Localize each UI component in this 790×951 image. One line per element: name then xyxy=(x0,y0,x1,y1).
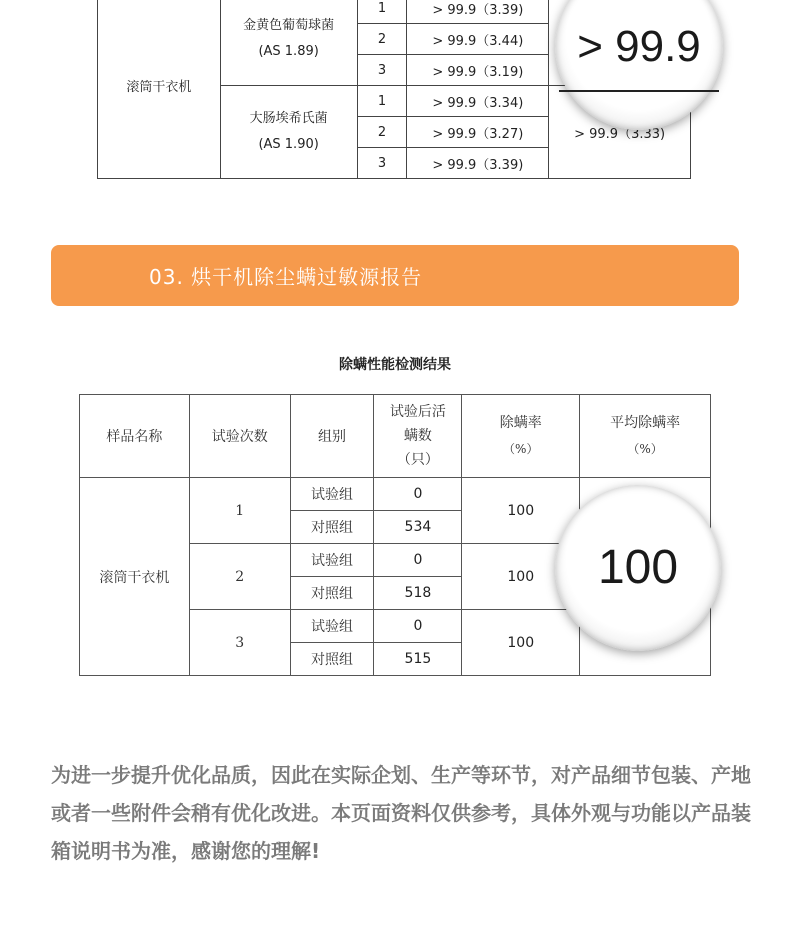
trial-number: 1 xyxy=(189,478,290,544)
header-trial: 试验次数 xyxy=(189,395,290,478)
product-cell: 滚筒干衣机 xyxy=(80,478,190,676)
header-avg xyxy=(580,395,711,478)
mite-count: 518 xyxy=(374,577,462,610)
removal-rate: 100 xyxy=(462,610,580,676)
header-rate xyxy=(462,395,580,478)
group-label: 试验组 xyxy=(290,610,374,643)
header-alive-line: 螨数 xyxy=(403,428,432,444)
header-rate-line: 除螨率 xyxy=(499,415,542,431)
kill-rate: > 99.9（3.34) xyxy=(407,86,549,117)
table-title: 除螨性能检测结果 xyxy=(339,357,451,373)
lens-value: > 99.9 xyxy=(577,22,701,71)
group-label: 对照组 xyxy=(290,511,374,544)
lens-table-line xyxy=(559,90,719,92)
removal-rate: 100 xyxy=(462,478,580,544)
trial-number: 1 xyxy=(357,86,407,117)
bacteria-code: (AS 1.90) xyxy=(258,137,319,152)
mite-count: 0 xyxy=(374,478,462,511)
bacteria-cell-1 xyxy=(220,0,357,86)
trial-number: 3 xyxy=(189,610,290,676)
mite-count: 0 xyxy=(374,610,462,643)
trial-number: 1 xyxy=(357,0,407,24)
bacteria-cell-2 xyxy=(220,86,357,179)
lens-value: 100 xyxy=(597,541,679,594)
header-sample: 样品名称 xyxy=(80,395,190,478)
group-label: 试验组 xyxy=(290,478,374,511)
avg-kill-rate: > 99.9（3.33) xyxy=(549,86,691,179)
trial-number: 2 xyxy=(189,544,290,610)
kill-rate: > 99.9（3.27) xyxy=(407,117,549,148)
trial-number: 2 xyxy=(357,117,407,148)
kill-rate: > 99.9（3.39) xyxy=(407,148,549,179)
section-banner xyxy=(51,245,739,306)
mite-count: 515 xyxy=(374,643,462,676)
header-rate-unit: （%） xyxy=(503,442,539,456)
header-alive xyxy=(374,395,462,478)
header-alive-line: 试验后活 xyxy=(389,404,446,420)
bacteria-name: 大肠埃希氏菌 xyxy=(249,111,328,126)
magnifier-lens xyxy=(555,485,721,651)
group-label: 对照组 xyxy=(290,577,374,610)
trial-number: 2 xyxy=(357,24,407,55)
kill-rate: > 99.9（3.44) xyxy=(407,24,549,55)
group-label: 对照组 xyxy=(290,643,374,676)
header-avg-unit: （%） xyxy=(627,442,663,456)
kill-rate: > 99.9（3.19) xyxy=(407,55,549,86)
mite-count: 0 xyxy=(374,544,462,577)
removal-rate: 100 xyxy=(462,544,580,610)
header-avg-line: 平均除螨率 xyxy=(610,415,681,431)
bacteria-name: 金黄色葡萄球菌 xyxy=(243,18,335,33)
mite-count: 534 xyxy=(374,511,462,544)
trial-number: 3 xyxy=(357,148,407,179)
disclaimer-text: 为进一步提升优化品质，因此在实际企划、生产等环节，对产品细节包装、产地或者一些附件会稍有优化改进。本页面资料仅供参考，具体外观与功能以产品装箱说明书为准，感谢您的理解! xyxy=(51,763,751,863)
kill-rate: > 99.9（3.39) xyxy=(407,0,549,24)
section-title: 03. 烘干机除尘螨过敏源报告 xyxy=(149,265,423,289)
header-group: 组别 xyxy=(290,395,374,478)
header-alive-line: （只） xyxy=(396,452,439,468)
group-label: 试验组 xyxy=(290,544,374,577)
bacteria-code: (AS 1.89) xyxy=(258,44,319,59)
product-cell: 滚筒干衣机 xyxy=(98,0,221,179)
trial-number: 3 xyxy=(357,55,407,86)
